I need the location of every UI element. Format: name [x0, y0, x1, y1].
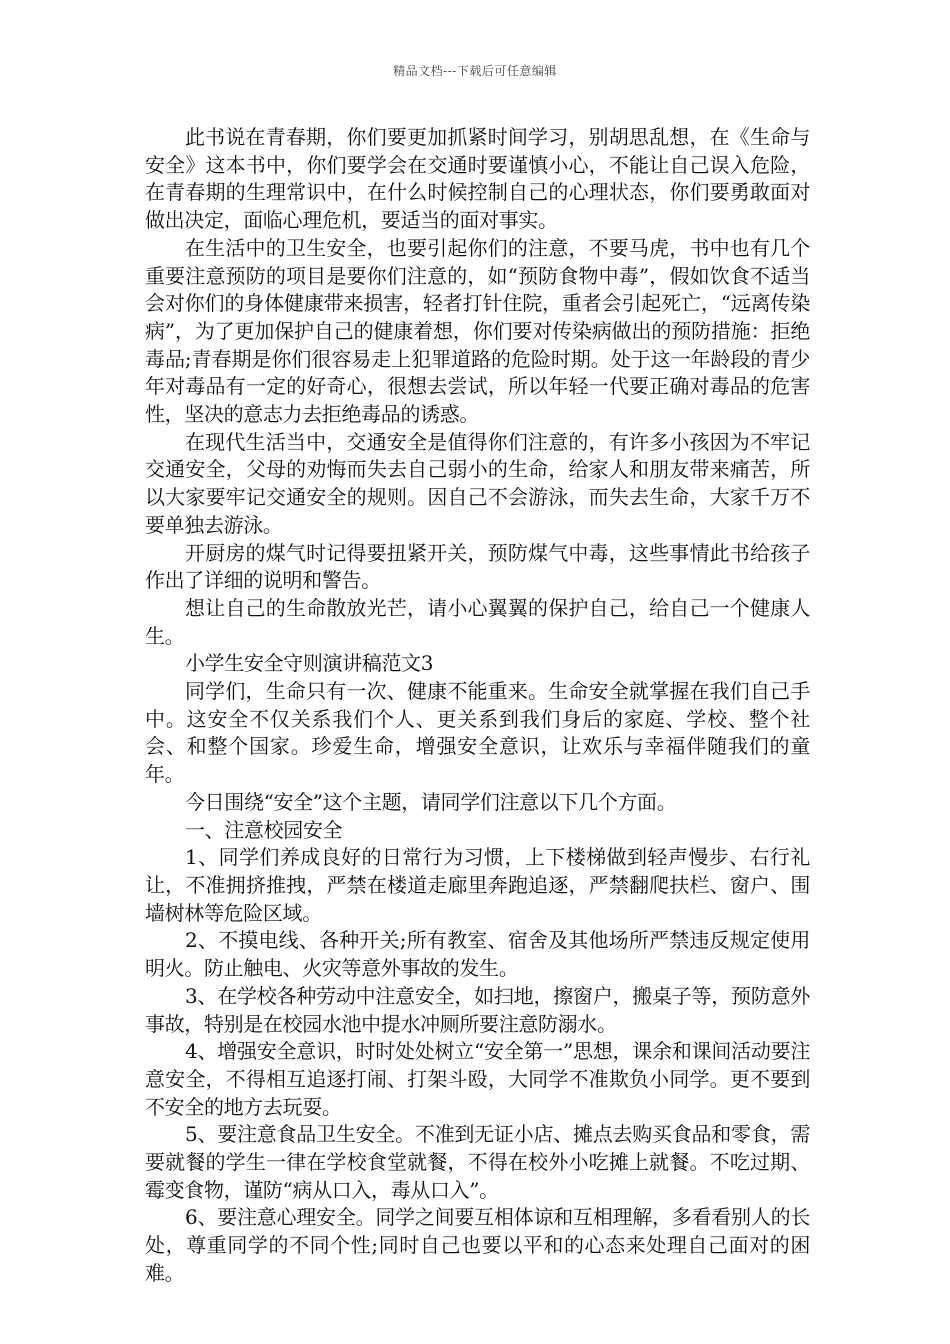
document-body — [145, 124, 810, 1288]
paragraph: 在生活中的卫生安全，也要引起你们的注意，不要马虎，书中也有几个重要注意预防的项目是要你们注意的，如“预防食物中毒”，假如饮食不适当会对你们的身体健康带来损害，轻者打针住院，重者会引起死亡，“远离传染病”，为了更加保护自己的健康着想，你们要对传染病做出的预防措施：拒绝毒品;青春期是你们很容易走上犯罪道路的危险时期。处于这一年龄段的青少年对毒品有一定的好奇心，很想去尝试，所以年轻一代要正确对毒品的危害性，坚决的意志力去拒绝毒品的诱惑。 — [145, 235, 810, 427]
list-item: 2、不摸电线、各种开关;所有教室、宿舍及其他场所严禁违反规定使用明火。防止触电、火灾等意外事故的发生。 — [145, 928, 810, 981]
section-title: 小学生安全守则演讲稿范文3 — [185, 651, 434, 676]
paragraph: 此书说在青春期，你们要更加抓紧时间学习，别胡思乱想，在《生命与安全》这本书中，你们要学会在交通时要谨慎小心，不能让自己误入危险，在青春期的生理常识中，在什么时候控制自己的心理状态，你们要勇敢面对做出决定，面临心理危机，要适当的面对事实。 — [145, 125, 810, 233]
list-item: 3、在学校各种劳动中注意安全，如扫地，擦窗户，搬桌子等，预防意外事故，特别是在校园水池中提水冲厕所要注意防溺水。 — [145, 983, 810, 1036]
paragraph: 开厨房的煤气时记得要扭紧开关，预防煤气中毒，这些事情此书给孩子作出了详细的说明和警告。 — [145, 540, 810, 593]
list-item: 6、要注意心理安全。同学之间要互相体谅和互相理解，多看看别人的长处，尊重同学的不同个性;同时自己也要以平和的心态来处理自己面对的困难。 — [145, 1205, 810, 1285]
paragraph: 在现代生活当中，交通安全是值得你们注意的，有许多小孩因为不牢记交通安全，父母的劝悔而失去自己弱小的生命，给家人和朋友带来痛苦，所以大家要牢记交通安全的规则。因自己不会游泳，而失去生命，大家千万不要单独去游泳。 — [145, 429, 810, 537]
list-item: 4、增强安全意识，时时处处树立“安全第一”思想，课余和课间活动要注意安全，不得相互追逐打闹、打架斗殴，大同学不准欺负小同学。更不要到不安全的地方去玩耍。 — [145, 1039, 810, 1119]
paragraph: 想让自己的生命散放光芒，请小心翼翼的保护自己，给自己一个健康人生。 — [145, 595, 810, 648]
page-header: 精品文档---下载后可任意编辑 — [393, 64, 557, 78]
section-heading: 一、注意校园安全 — [185, 817, 343, 842]
paragraph: 同学们，生命只有一次、健康不能重来。生命安全就掌握在我们自己手中。这安全不仅关系我们个人、更关系到我们身后的家庭、学校、整个社会、和整个国家。珍爱生命，增强安全意识，让欢乐与幸福伴随我们的童年。 — [145, 679, 810, 787]
paragraph: 今日围绕“安全”这个主题，请同学们注意以下几个方面。 — [185, 789, 677, 814]
list-item: 1、同学们养成良好的日常行为习惯，上下楼梯做到轻声慢步、右行礼让，不准拥挤推拽，严禁在楼道走廊里奔跑追逐，严禁翻爬扶栏、窗户、围墙树林等危险区域。 — [145, 845, 810, 925]
list-item: 5、要注意食品卫生安全。不准到无证小店、摊点去购买食品和零食，需要就餐的学生一律在学校食堂就餐，不得在校外小吃摊上就餐。不吃过期、霉变食物，谨防“病从口入，毒从口入”。 — [145, 1122, 810, 1202]
